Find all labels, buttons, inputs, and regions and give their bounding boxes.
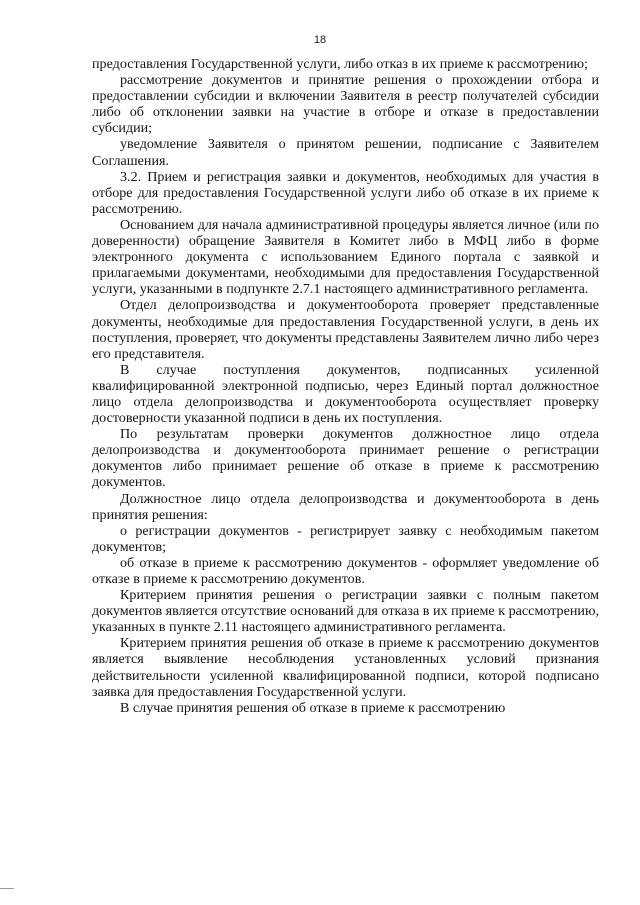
paragraph: предоставления Государственной услуги, либо отказ в их приеме к рассмотрению; [92,56,588,72]
paragraph: В случае принятия решения об отказе в приеме к рассмотрению [120,699,506,716]
paragraph: рассмотрение документов и принятие решения о прохождении отбора и предоставлении субсидии и включении Заявителя в реестр получателей субсидии либо об отклонении заявки на участие в отборе и отказе в предоставлении субсидии; [92,72,599,137]
paragraph: В случае поступления документов, подписанных усиленной квалифицированной электронной подписью, через Единый портал должностное лицо отдела делопроизводства и документооборота осуществляет проверку достоверности указанной подписи в день их поступления. [92,361,599,427]
paragraph: уведомление Заявителя о принятом решении, подписание с Заявителем Соглашения. [92,136,599,169]
paragraph: Отдел делопроизводства и документооборота проверяет представленные документы, необходимые для предоставления Государственной услуги, в день их поступления, проверяет, что документы представлены Заявителем лично либо через его представителя. [92,297,599,362]
document-body [92,56,599,716]
list-item-paragraph: о регистрации документов - регистрирует заявку с необходимым пакетом документов; [92,522,599,555]
paragraph: По результатам проверки документов должностное лицо отдела делопроизводства и документооборота принимает решение о регистрации документов либо принимает решение об отказе в приеме к рассмотрению документов. [92,426,599,491]
paragraph: Должностное лицо отдела делопроизводства и документооборота в день принятия решения: [92,490,599,523]
list-item-paragraph: об отказе в приеме к рассмотрению документов - оформляет уведомление об отказе в приеме к рассмотрению документов. [92,554,599,587]
section-heading-paragraph: 3.2. Прием и регистрация заявки и документов, необходимых для участия в отборе для предоставления Государственной услуги либо об отказе в их приеме к рассмотрению. [92,168,599,217]
paragraph: Критерием принятия решения о регистрации заявки с полным пакетом документов является отсутствие оснований для отказа в их приеме к рассмотрению, указанных в пункте 2.11 настоящего административного регламента. [92,587,599,636]
paragraph: Критерием принятия решения об отказе в приеме к рассмотрению документов является выявление несоблюдения установленных условий признания действительности усиленной квалифицированной подписи, которой подписано заявка для предоставления Государственной услуги. [92,635,599,700]
paragraph: Основанием для начала административной процедуры является личное (или по доверенности) обращение Заявителя в Комитет либо в МФЦ либо в форме электронного документа с использованием Единого портала с заявкой и прилагаемыми документами, необходимыми для предоставления Государственной услуги, указанными в подпункте 2.7.1 настоящего административного регламента. [92,216,599,298]
page-number: 18 [313,34,327,46]
scan-edge-mark [0,888,14,889]
